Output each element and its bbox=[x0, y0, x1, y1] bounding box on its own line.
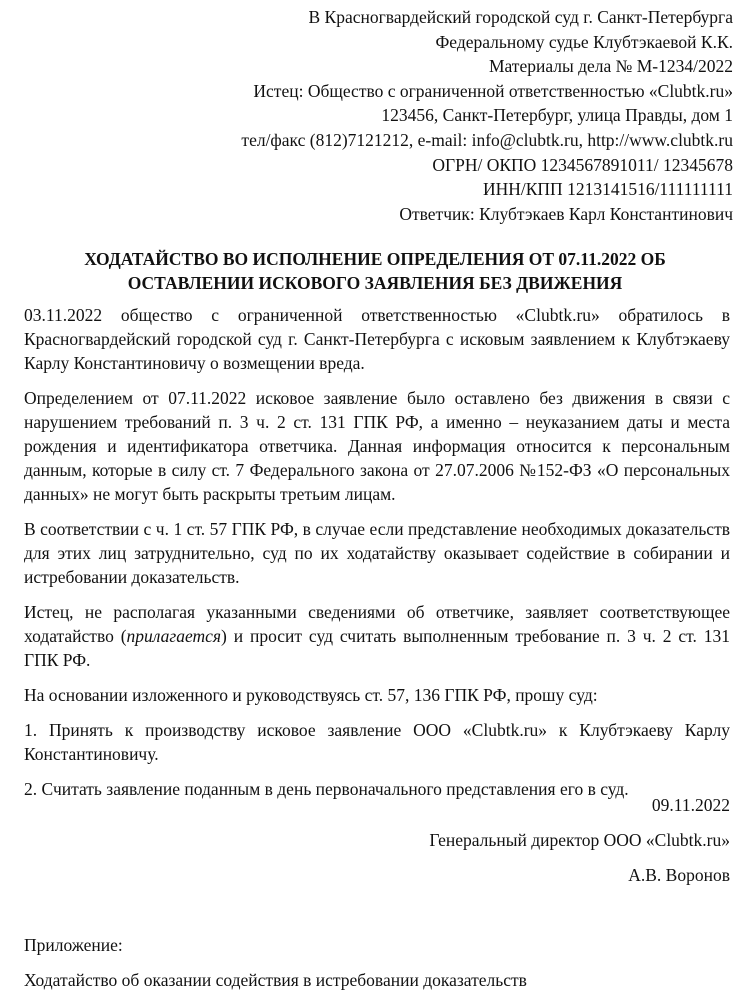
request-item-2: 2. Считать заявление поданным в день первоначального представления его в суд. bbox=[24, 779, 629, 799]
paragraph-2: Определением от 07.11.2022 исковое заявление было оставлено без движения в связи с нарушением требований п. 3 ч. 2 ст. 131 ГПК РФ, а именно – неуказанием даты и места рождения и идентификатора ответчика. Данная информация относится к персональным данным, которые в силу ст. 7 Федерального закона от 27.07.2006 №152-ФЗ «О персональных данных» не могут быть раскрыты третьим лицам. bbox=[24, 388, 730, 504]
document-body bbox=[24, 303, 730, 812]
paragraph-4-start: Истец, не располагая указанными сведениями об ответчике, заявляет соответствующее ходатайство ( bbox=[24, 602, 730, 646]
ogrn-okpo-line: ОГРН/ ОКПО 1234567891011/ 12345678 bbox=[432, 154, 733, 175]
paragraph-1: 03.11.2022 общество с ограниченной ответственностью «Clubtk.ru» обратилось в Красногвардейский городской суд г. Санкт-Петербурга с исковым заявлением к Клубтэкаеву Карлу Константиновичу о возмещении вреда. bbox=[24, 305, 730, 373]
judge-line: Федеральному судье Клубтэкаевой К.К. bbox=[435, 31, 733, 52]
paragraph-5: На основании изложенного и руководствуясь ст. 57, 136 ГПК РФ, прошу суд: bbox=[24, 685, 598, 705]
title-line-2: ОСТАВЛЕНИИ ИСКОВОГО ЗАЯВЛЕНИЯ БЕЗ ДВИЖЕНИЯ bbox=[127, 273, 623, 293]
addressee-block bbox=[241, 5, 733, 226]
paragraph-4 bbox=[24, 600, 730, 672]
signature-date: 09.11.2022 bbox=[651, 795, 730, 815]
plaintiff-line: Истец: Общество с ограниченной ответственностью «Clubtk.ru» bbox=[253, 80, 733, 101]
paragraph-4-end: ) и просит суд считать выполненным требование п. 3 ч. 2 ст. 131 ГПК РФ. bbox=[24, 626, 730, 670]
document-title bbox=[0, 247, 750, 295]
signature-name: А.В. Воронов bbox=[628, 865, 730, 885]
case-number-line: Материалы дела № М-1234/2022 bbox=[488, 56, 733, 77]
plaintiff-contacts-line: тел/факс (812)7121212, e-mail: info@clubtk.ru, http://www.clubtk.ru bbox=[241, 129, 733, 150]
paragraph-3: В соответствии с ч. 1 ст. 57 ГПК РФ, в случае если представление необходимых доказательств для этих лиц затруднительно, суд по их ходатайству оказывает содействие в собирании и истребовании доказательств. bbox=[24, 519, 730, 587]
request-item-1: 1. Принять к производству исковое заявление ООО «Clubtk.ru» к Клубтэкаеву Карлу Константиновичу. bbox=[24, 720, 730, 764]
plaintiff-address-line: 123456, Санкт-Петербург, улица Правды, дом 1 bbox=[381, 105, 733, 126]
defendant-line: Ответчик: Клубтэкаев Карл Константинович bbox=[399, 203, 733, 224]
attachment-label: Приложение: bbox=[24, 935, 123, 955]
title-line-1: ХОДАТАЙСТВО ВО ИСПОЛНЕНИЕ ОПРЕДЕЛЕНИЯ ОТ 07.11.2022 ОБ bbox=[84, 249, 666, 269]
signature-position: Генеральный директор ООО «Clubtk.ru» bbox=[429, 830, 730, 850]
paragraph-4-italic: прилагается bbox=[126, 626, 222, 646]
attachment-item: Ходатайство об оказании содействия в истребовании доказательств bbox=[24, 970, 527, 990]
court-line: В Красногвардейский городской суд г. Санкт-Петербурга bbox=[308, 7, 733, 27]
inn-kpp-line: ИНН/КПП 1213141516/111111111 bbox=[482, 179, 733, 200]
